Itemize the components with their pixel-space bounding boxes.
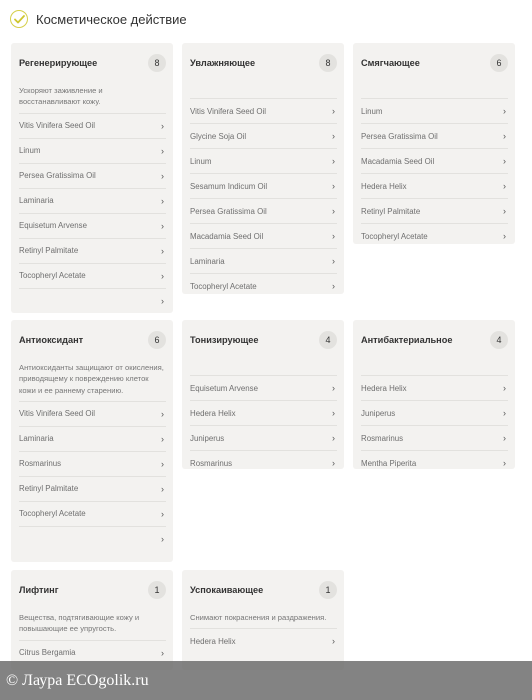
ingredient-name: Sesamum Indicum Oil xyxy=(190,181,268,191)
chevron-right-icon: › xyxy=(332,131,335,141)
card-description xyxy=(190,81,337,93)
ingredient-item[interactable] xyxy=(190,148,337,173)
ingredient-name: Hedera Helix xyxy=(190,408,236,418)
count-badge: 8 xyxy=(319,54,337,72)
card-header xyxy=(19,43,166,81)
ingredient-name: Retinyl Palmitate xyxy=(19,484,79,494)
card-header xyxy=(361,43,508,81)
count-badge: 6 xyxy=(490,54,508,72)
ingredient-item[interactable] xyxy=(190,273,337,298)
ingredient-item[interactable] xyxy=(190,628,337,653)
card-header xyxy=(190,43,337,81)
ingredient-item[interactable] xyxy=(19,288,166,313)
ingredient-name: Tocopheryl Acetate xyxy=(19,509,86,519)
ingredient-item[interactable] xyxy=(361,148,508,173)
chevron-right-icon: › xyxy=(161,483,164,494)
ingredient-list xyxy=(19,113,166,313)
ingredient-name: Vitis Vinifera Seed Oil xyxy=(19,409,96,419)
ingredient-item[interactable] xyxy=(19,451,166,476)
ingredient-item[interactable] xyxy=(361,375,508,400)
ingredient-item[interactable] xyxy=(19,113,166,138)
watermark-bar xyxy=(0,661,532,700)
section-header xyxy=(10,9,187,29)
ingredient-name: Tocopheryl Acetate xyxy=(190,281,257,291)
ingredient-name: Linum xyxy=(19,146,41,156)
effect-card-antioxidant xyxy=(11,320,173,562)
chevron-right-icon: › xyxy=(161,270,164,281)
count-badge: 4 xyxy=(319,331,337,349)
chevron-right-icon: › xyxy=(161,458,164,469)
ingredient-name: Macadamia Seed Oil xyxy=(361,156,435,166)
chevron-right-icon: › xyxy=(503,106,506,116)
card-title: Антиоксидант xyxy=(19,335,84,345)
ingredient-item[interactable] xyxy=(19,476,166,501)
card-description xyxy=(361,81,508,93)
ingredient-name: Linum xyxy=(361,106,383,116)
ingredient-name: Persea Gratissima Oil xyxy=(190,206,267,216)
card-description xyxy=(361,358,508,370)
ingredient-item[interactable] xyxy=(19,213,166,238)
ingredient-name: Equisetum Arvense xyxy=(19,221,87,231)
chevron-right-icon: › xyxy=(503,181,506,191)
card-header xyxy=(190,570,337,608)
ingredient-item[interactable] xyxy=(361,400,508,425)
card-description: Антиоксиданты защищают от окисления, приводящему к повреждению клеток кожи и ее раннему старению. xyxy=(19,363,164,395)
ingredient-item[interactable] xyxy=(361,123,508,148)
card-header xyxy=(19,570,166,608)
card-description: Ускоряют заживление и восстанавливают кожу. xyxy=(19,86,103,107)
watermark-text: © Лаура ECOgolik.ru xyxy=(6,671,149,689)
ingredient-name: Macadamia Seed Oil xyxy=(190,231,264,241)
ingredient-item[interactable] xyxy=(190,198,337,223)
chevron-right-icon: › xyxy=(161,408,164,419)
chevron-right-icon: › xyxy=(332,636,335,647)
chevron-right-icon: › xyxy=(161,120,164,131)
ingredient-name: Rosmarinus xyxy=(19,459,62,469)
ingredient-name: Persea Gratissima Oil xyxy=(19,171,96,181)
ingredient-item[interactable] xyxy=(19,238,166,263)
ingredient-name: Laminaria xyxy=(19,196,54,206)
ingredient-name: Equisetum Arvense xyxy=(190,383,258,393)
ingredient-item[interactable] xyxy=(190,223,337,248)
ingredient-name: Mentha Piperita xyxy=(361,458,417,468)
ingredient-item[interactable] xyxy=(361,173,508,198)
ingredient-item[interactable] xyxy=(19,263,166,288)
ingredient-item[interactable] xyxy=(19,501,166,526)
ingredient-item[interactable] xyxy=(361,223,508,248)
ingredient-item[interactable] xyxy=(19,526,166,551)
count-badge: 4 xyxy=(490,331,508,349)
ingredient-name: Laminaria xyxy=(190,256,225,266)
effect-card-moisturizing xyxy=(182,43,344,294)
ingredient-name: Tocopheryl Acetate xyxy=(19,271,86,281)
chevron-right-icon: › xyxy=(332,256,335,266)
chevron-right-icon: › xyxy=(332,156,335,166)
ingredient-list xyxy=(190,375,337,475)
chevron-right-icon: › xyxy=(161,647,164,658)
count-badge: 8 xyxy=(148,54,166,72)
ingredient-list xyxy=(361,375,508,475)
ingredient-item[interactable] xyxy=(190,375,337,400)
ingredient-list xyxy=(190,98,337,298)
count-badge: 6 xyxy=(148,331,166,349)
chevron-right-icon: › xyxy=(161,533,164,544)
count-badge: 1 xyxy=(319,581,337,599)
ingredient-name: Rosmarinus xyxy=(190,458,233,468)
ingredient-name: Persea Gratissima Oil xyxy=(361,131,438,141)
ingredient-item[interactable] xyxy=(190,98,337,123)
card-title: Успокаивающее xyxy=(190,585,264,595)
ingredient-item[interactable] xyxy=(190,425,337,450)
ingredient-item[interactable] xyxy=(361,425,508,450)
effect-card-antibacterial xyxy=(353,320,515,469)
ingredient-name: Retinyl Palmitate xyxy=(361,206,421,216)
ingredient-item[interactable] xyxy=(190,400,337,425)
effect-card-lifting xyxy=(11,570,173,670)
effect-card-regenerating xyxy=(11,43,173,313)
ingredient-name: Hedera Helix xyxy=(190,636,236,646)
ingredient-item[interactable] xyxy=(190,173,337,198)
card-description: Снимают покраснения и раздражения. xyxy=(190,613,327,622)
ingredient-name: Linum xyxy=(190,156,212,166)
card-header xyxy=(190,320,337,358)
card-title: Регенерирующее xyxy=(19,58,98,68)
chevron-right-icon: › xyxy=(332,106,335,116)
chevron-right-icon: › xyxy=(161,145,164,156)
card-title: Смягчающее xyxy=(361,58,420,68)
chevron-right-icon: › xyxy=(503,231,506,241)
chevron-right-icon: › xyxy=(161,508,164,519)
ingredient-item[interactable] xyxy=(19,188,166,213)
effect-card-softening xyxy=(353,43,515,244)
chevron-right-icon: › xyxy=(332,206,335,216)
card-header xyxy=(361,320,508,358)
ingredient-item[interactable] xyxy=(190,450,337,475)
card-description xyxy=(190,358,337,370)
section-title: Косметическое действие xyxy=(36,11,187,27)
chevron-right-icon: › xyxy=(332,281,335,291)
card-header xyxy=(19,320,166,358)
ingredient-name: Laminaria xyxy=(19,434,54,444)
ingredient-list xyxy=(361,98,508,248)
chevron-right-icon: › xyxy=(503,383,506,393)
chevron-right-icon: › xyxy=(503,206,506,216)
ingredient-name: Retinyl Palmitate xyxy=(19,246,79,256)
ingredient-name: Rosmarinus xyxy=(361,433,404,443)
ingredient-name: Glycine Soja Oil xyxy=(190,131,247,141)
chevron-right-icon: › xyxy=(161,195,164,206)
chevron-right-icon: › xyxy=(332,231,335,241)
ingredient-item[interactable] xyxy=(19,138,166,163)
chevron-right-icon: › xyxy=(161,170,164,181)
chevron-right-icon: › xyxy=(161,433,164,444)
card-description: Вещества, подтягивающие кожу и повышающие ее упругость. xyxy=(19,613,140,634)
card-title: Антибактериальное xyxy=(361,335,453,345)
chevron-right-icon: › xyxy=(503,408,506,418)
chevron-right-icon: › xyxy=(161,220,164,231)
count-badge: 1 xyxy=(148,581,166,599)
chevron-right-icon: › xyxy=(161,295,164,306)
ingredient-list xyxy=(190,628,337,653)
ingredient-item[interactable] xyxy=(361,98,508,123)
ingredient-item[interactable] xyxy=(19,426,166,451)
ingredient-item[interactable] xyxy=(19,401,166,426)
chevron-right-icon: › xyxy=(503,156,506,166)
ingredient-name: Vitis Vinifera Seed Oil xyxy=(190,106,267,116)
chevron-right-icon: › xyxy=(332,408,335,418)
ingredient-item[interactable] xyxy=(361,198,508,223)
ingredient-name: Hedera Helix xyxy=(361,181,407,191)
ingredient-name: Juniperus xyxy=(190,433,225,443)
chevron-right-icon: › xyxy=(503,433,506,443)
ingredient-name: Juniperus xyxy=(361,408,396,418)
effect-card-soothing xyxy=(182,570,344,670)
ingredient-name: Hedera Helix xyxy=(361,383,407,393)
card-title: Лифтинг xyxy=(19,585,59,595)
ingredient-name: Tocopheryl Acetate xyxy=(361,231,428,241)
chevron-right-icon: › xyxy=(332,181,335,191)
ingredient-item[interactable] xyxy=(190,248,337,273)
chevron-right-icon: › xyxy=(332,433,335,443)
check-circle-icon xyxy=(10,10,28,28)
effect-card-toning xyxy=(182,320,344,469)
card-title: Увлажняющее xyxy=(190,58,256,68)
chevron-right-icon: › xyxy=(503,458,506,468)
chevron-right-icon: › xyxy=(332,458,335,468)
ingredient-item[interactable] xyxy=(190,123,337,148)
ingredient-item[interactable] xyxy=(19,163,166,188)
ingredient-name: Citrus Bergamia xyxy=(19,648,76,658)
ingredient-list xyxy=(19,401,166,551)
chevron-right-icon: › xyxy=(332,383,335,393)
chevron-right-icon: › xyxy=(161,245,164,256)
chevron-right-icon: › xyxy=(503,131,506,141)
card-title: Тонизирующее xyxy=(190,335,259,345)
ingredient-name: Vitis Vinifera Seed Oil xyxy=(19,121,96,131)
ingredient-item[interactable] xyxy=(361,450,508,475)
